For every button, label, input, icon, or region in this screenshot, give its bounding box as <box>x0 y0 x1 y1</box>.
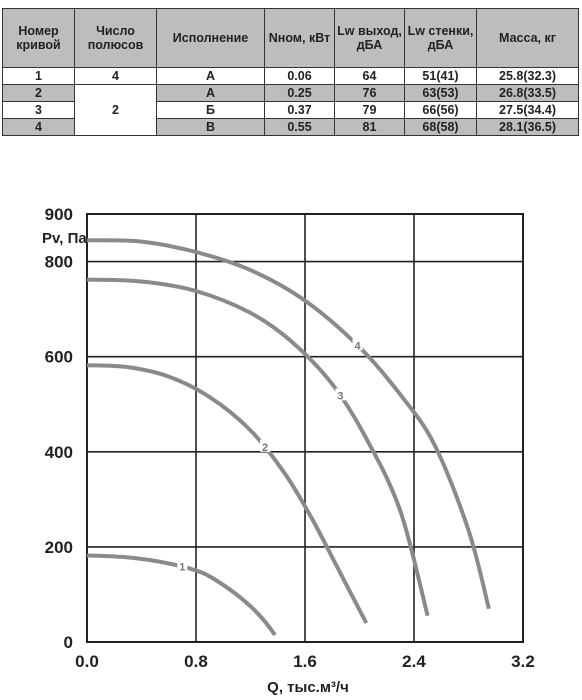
x-tick-label: 0.0 <box>75 652 99 671</box>
y-tick-label: 400 <box>44 442 73 462</box>
cell-curve: 2 <box>3 85 75 102</box>
cell-curve: 3 <box>3 102 75 119</box>
header-lw-wall: Lw стенки, дБА <box>405 9 477 68</box>
curve-line <box>87 365 366 623</box>
y-tick-label: 900 <box>44 205 73 224</box>
curve-number-label: 2 <box>261 441 269 454</box>
x-tick-label: 1.6 <box>293 652 317 671</box>
cell-mass: 25.8(32.3) <box>477 68 579 85</box>
x-tick-labels <box>75 652 535 671</box>
x-tick-label: 2.4 <box>402 652 426 671</box>
chart-curves <box>87 240 489 635</box>
cell-lw-wall: 68(58) <box>405 119 477 136</box>
cell-lw-out: 76 <box>335 85 405 102</box>
cell-version: А <box>157 68 265 85</box>
cell-curve: 4 <box>3 119 75 136</box>
cell-lw-out: 81 <box>335 119 405 136</box>
cell-power: 0.55 <box>265 119 335 136</box>
cell-lw-wall: 66(56) <box>405 102 477 119</box>
cell-poles: 4 <box>75 68 157 85</box>
cell-version: А <box>157 85 265 102</box>
curve-number-label: 3 <box>337 390 344 403</box>
header-curve: Номер кривой <box>3 9 75 68</box>
cell-version: В <box>157 119 265 136</box>
header-power: Nном, кВт <box>265 9 335 68</box>
y-axis-title: Pv, Па <box>42 230 87 247</box>
header-poles: Число полюсов <box>75 9 157 68</box>
x-tick-label: 3.2 <box>511 652 535 671</box>
cell-lw-wall: 51(41) <box>405 68 477 85</box>
cell-power: 0.06 <box>265 68 335 85</box>
curve-number-label: 4 <box>354 340 361 353</box>
cell-lw-wall: 63(53) <box>405 85 477 102</box>
y-tick-labels <box>45 205 73 652</box>
header-lw-out: Lw выход, дБА <box>335 9 405 68</box>
curve-number-label: 1 <box>179 561 186 574</box>
x-axis-title: Q, тыс.м³/ч <box>267 679 349 696</box>
header-mass: Масса, кг <box>477 9 579 68</box>
cell-version: Б <box>157 102 265 119</box>
cell-lw-out: 79 <box>335 102 405 119</box>
x-tick-label: 0.8 <box>184 652 208 671</box>
y-tick-label: 200 <box>44 537 73 557</box>
cell-lw-out: 64 <box>335 68 405 85</box>
y-tick-label: 800 <box>44 252 73 272</box>
curve-line <box>87 240 489 609</box>
y-tick-label: 600 <box>44 347 73 367</box>
cell-mass: 26.8(33.5) <box>477 85 579 102</box>
cell-mass: 27.5(34.4) <box>477 102 579 119</box>
cell-power: 0.25 <box>265 85 335 102</box>
chart-grid <box>87 214 523 642</box>
cell-poles: 2 <box>75 85 157 136</box>
curve-line <box>87 280 428 616</box>
cell-mass: 28.1(36.5) <box>477 119 579 136</box>
cell-power: 0.37 <box>265 102 335 119</box>
header-version: Исполнение <box>157 9 265 68</box>
cell-curve: 1 <box>3 68 75 85</box>
y-tick-label: 0 <box>63 633 73 652</box>
